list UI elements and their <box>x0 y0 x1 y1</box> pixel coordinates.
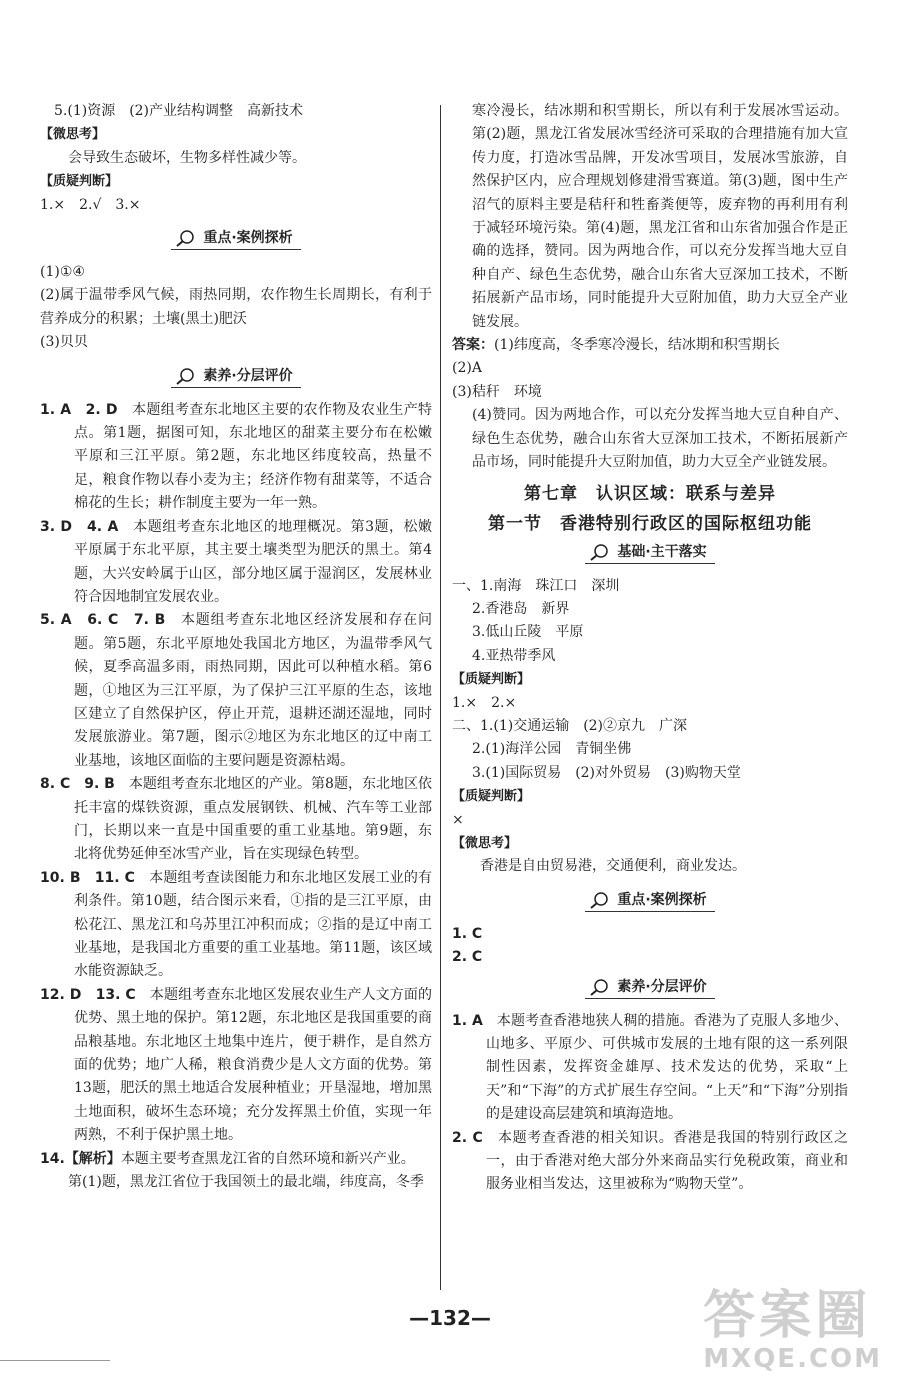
section-title: 素养·分层评价 <box>617 978 707 995</box>
answer-item <box>452 1010 848 1127</box>
magnifier-icon <box>589 543 611 561</box>
text-line: 2.(1)海洋公园 青铜坐佛 <box>472 741 632 758</box>
text-line: (2)属于温带季风气候，雨热同期，农作物生长周期长，有利于营养成分的积累；土壤(黑土)肥沃 <box>40 287 432 327</box>
answer-line <box>452 334 848 357</box>
column-divider <box>440 105 441 1290</box>
answer-text: 本题组考查东北地区发展农业生产人文方面的优势、黑土地的保护。第12题，东北地区是我国重要的商品粮基地。东北地区土地集中连片，便于耕作，是自然方面的优势；地广人稀，粮食消费少是人文方面的优势。第13题，肥沃的黑土地适合发展种植业；开垦湿地，增加黑土地面积，破坏生态环境；充分发挥黑土价值，实现一年两熟，不利于保护黑土地。 <box>74 986 433 1144</box>
answer-text: 本题组考查东北地区主要的农作物及农业生产特点。第1题，据图可知，东北地区的甜菜主要分布在松嫩平原和三江平原。第2题，东北地区纬度较高，热量不足，粮食作物以春小麦为主；经济作物有甜菜等，不适合棉花的生长；耕作制度主要为一年一熟。 <box>74 401 433 512</box>
magnifier-icon <box>589 978 611 996</box>
tag-jiexi: 【解析】 <box>64 1150 121 1167</box>
text-line: 3.(1)国际贸易 (2)对外贸易 (3)购物天堂 <box>472 764 741 781</box>
text-line: 5.(1)资源 (2)产业结构调整 高新技术 <box>54 103 304 119</box>
watermark-url: MXQE.COM <box>703 1344 882 1374</box>
text-line: 香港是自由贸易港，交通便利，商业发达。 <box>480 858 746 875</box>
answer-text: 本题考查香港地狭人稠的措施。香港为了克服人多地少、山地多、平原少、可供城市发展的土地有限的这一系列限制性因素，发挥资金雄厚、技术发达的优势，采取“上天”和“下海”的方式扩展生存空间。“上天”和“下海”分别指的是建设高层建筑和填海造地。 <box>486 1012 849 1123</box>
tag-zhiyi: 【质疑判断】 <box>40 174 119 190</box>
text-line: 3.低山丘陵 平原 <box>472 624 584 641</box>
magnifier-icon <box>589 891 611 909</box>
chapter-title: 第七章 认识区域：联系与差异 <box>524 483 776 504</box>
answer-num: 10. B 11. C <box>40 869 135 886</box>
text-line: (3)贝贝 <box>40 334 88 351</box>
text-line: 二、1.(1)交通运输 (2)②京九 广深 <box>452 717 688 734</box>
section-heading <box>452 889 848 915</box>
right-column <box>452 100 848 1197</box>
text-line: (3)秸秆 环境 <box>452 383 542 400</box>
answer-text: (1)纬度高，冬季寒冷漫长，结冰期和积雪期长 <box>494 337 780 354</box>
section-heading <box>40 227 432 253</box>
answer-item <box>40 773 432 867</box>
magnifier-icon <box>175 229 197 247</box>
watermark-text: 答案圈 <box>703 1286 872 1346</box>
text-line: 1.× 2.× <box>452 694 517 711</box>
section-title: 基础·主干落实 <box>617 543 707 560</box>
answer-item <box>40 516 432 610</box>
text-line: 第(1)题，黑龙江省位于我国领土的最北端，纬度高，冬季 <box>68 1174 424 1191</box>
answer-item <box>452 1127 848 1197</box>
text-line: (4)赞同。因为两地合作，可以充分发挥当地大豆自种自产、绿色生态优势，融合山东省大豆深加工技术，不断拓展新产品市场，同时能提升大豆附加值，助力大豆全产业链发展。 <box>472 407 848 471</box>
answer-text: 本题组考查东北地区经济发展和存在问题。第5题，东北平原地处我国北方地区，为温带季风气候，夏季高温多雨，雨热同期，因此可以种植水稻。第6题，①地区为三江平原，为了保护三江平原的生态，该地区建立了自然保护区，停止开荒，退耕还湖还湿地，同时发展旅游业。第7题，图示②地区为东北地区的辽中南工业基地，该地区面临的主要问题是资源枯竭。 <box>74 612 432 769</box>
answer-item <box>40 867 432 984</box>
text-line: × <box>452 811 464 828</box>
section-title: 重点·案例探析 <box>203 230 293 247</box>
answer-num: 2. C <box>452 949 483 966</box>
answer-item <box>40 984 432 1148</box>
answer-num: 3. D 4. A <box>40 518 119 535</box>
tag-answer: 答案： <box>452 337 494 354</box>
text-line <box>452 923 848 946</box>
footer-rule <box>0 1360 110 1361</box>
text-line: 会导致生态破坏，生物多样性减少等。 <box>68 149 306 166</box>
section-heading <box>452 976 848 1002</box>
answer-text: 本题考查香港的相关知识。香港是我国的特别行政区之一，由于香港对绝大部分外来商品实行免税政策，商业和服务业相当发达，这里被称为“购物天堂”。 <box>486 1129 849 1193</box>
answer-item <box>40 399 432 516</box>
answer-num: 8. C 9. B <box>40 776 115 793</box>
text-line: 4.亚热带季风 <box>472 647 556 664</box>
section-heading <box>40 365 432 391</box>
magnifier-icon <box>175 367 197 385</box>
section-title: 重点·案例探析 <box>617 891 707 908</box>
answer-text: 本题组考查东北地区的产业。第8题，东北地区依托丰富的煤铁资源，重点发展钢铁、机械、汽车等工业部门，长期以来一直是中国重要的重工业基地。第9题，东北将优势延伸至冰雪产业，旨在实现绿色转型。 <box>74 776 433 863</box>
text-line: 一、1.南海 珠江口 深圳 <box>452 577 620 594</box>
answer-item <box>40 609 432 773</box>
page-number: —132— <box>409 1306 491 1330</box>
tag-zhiyi: 【质疑判断】 <box>452 672 531 688</box>
section-title-main: 第一节 香港特别行政区的国际枢纽功能 <box>488 513 812 534</box>
answer-text: 本题组考查读图能力和东北地区发展工业的有利条件。第10题，结合图示来看，①指的是三江平原，由松花江、黑龙江和乌苏里江冲积而成；②指的是辽中南工业基地，是我国北方重要的重工业基地。第11题，该区域水能资源缺乏。 <box>74 869 433 980</box>
answer-text: 本题组考查东北地区的地理概况。第3题，松嫩平原属于东北平原，其主要土壤类型为肥沃的黑土。第4题，大兴安岭属于山区，部分地区属于湿润区，发展林业符合因地制宜发展农业。 <box>74 518 433 605</box>
tag-weisikao: 【微思考】 <box>40 127 106 143</box>
tag-weisikao: 【微思考】 <box>452 835 518 851</box>
section-title: 素养·分层评价 <box>203 367 293 384</box>
left-column <box>40 100 432 1194</box>
section-heading <box>452 541 848 567</box>
answer-num: 14. <box>40 1150 65 1167</box>
text-line: (1)①④ <box>40 264 85 281</box>
answer-num: 1. A <box>452 1012 483 1029</box>
answer-num: 1. C <box>452 925 483 942</box>
text-line: 2.香港岛 新界 <box>472 600 570 617</box>
text-line: 1.× 2.√ 3.× <box>40 196 141 213</box>
watermark-logo <box>703 1288 882 1374</box>
answer-item <box>40 1148 432 1171</box>
answer-text: 本题主要考查黑龙江省的自然环境和新兴产业。 <box>120 1150 415 1167</box>
answer-num: 2. C <box>452 1129 483 1146</box>
tag-zhiyi: 【质疑判断】 <box>452 789 531 805</box>
text-line <box>452 946 848 969</box>
answer-num: 5. A 6. C 7. B <box>40 612 166 629</box>
answer-num: 12. D 13. C <box>40 986 136 1003</box>
answer-num: 1. A 2. D <box>40 401 118 418</box>
text-line: 寒冷漫长，结冰期和积雪期长，所以有利于发展冰雪运动。第(2)题，黑龙江省发展冰雪经济可采取的合理措施有加大宣传力度，打造冰雪品牌，开发冰雪项目，发展冰雪旅游，自然保护区内，应合理规划修建滑雪赛道。第(3)题，图中生产沼气的原料主要是秸秆和牲畜粪便等，废弃物的再利用有利于减轻环境污染。第(4)题，黑龙江省和山东省加强合作是正确的选择，赞同。因为两地合作，可以充分发挥当地大豆自种自产、绿色生态优势，融合山东省大豆深加工技术，不断拓展新产品市场，同时能提升大豆附加值，助力大豆全产业链发展。 <box>472 103 848 330</box>
text-line: (2)A <box>452 360 482 377</box>
